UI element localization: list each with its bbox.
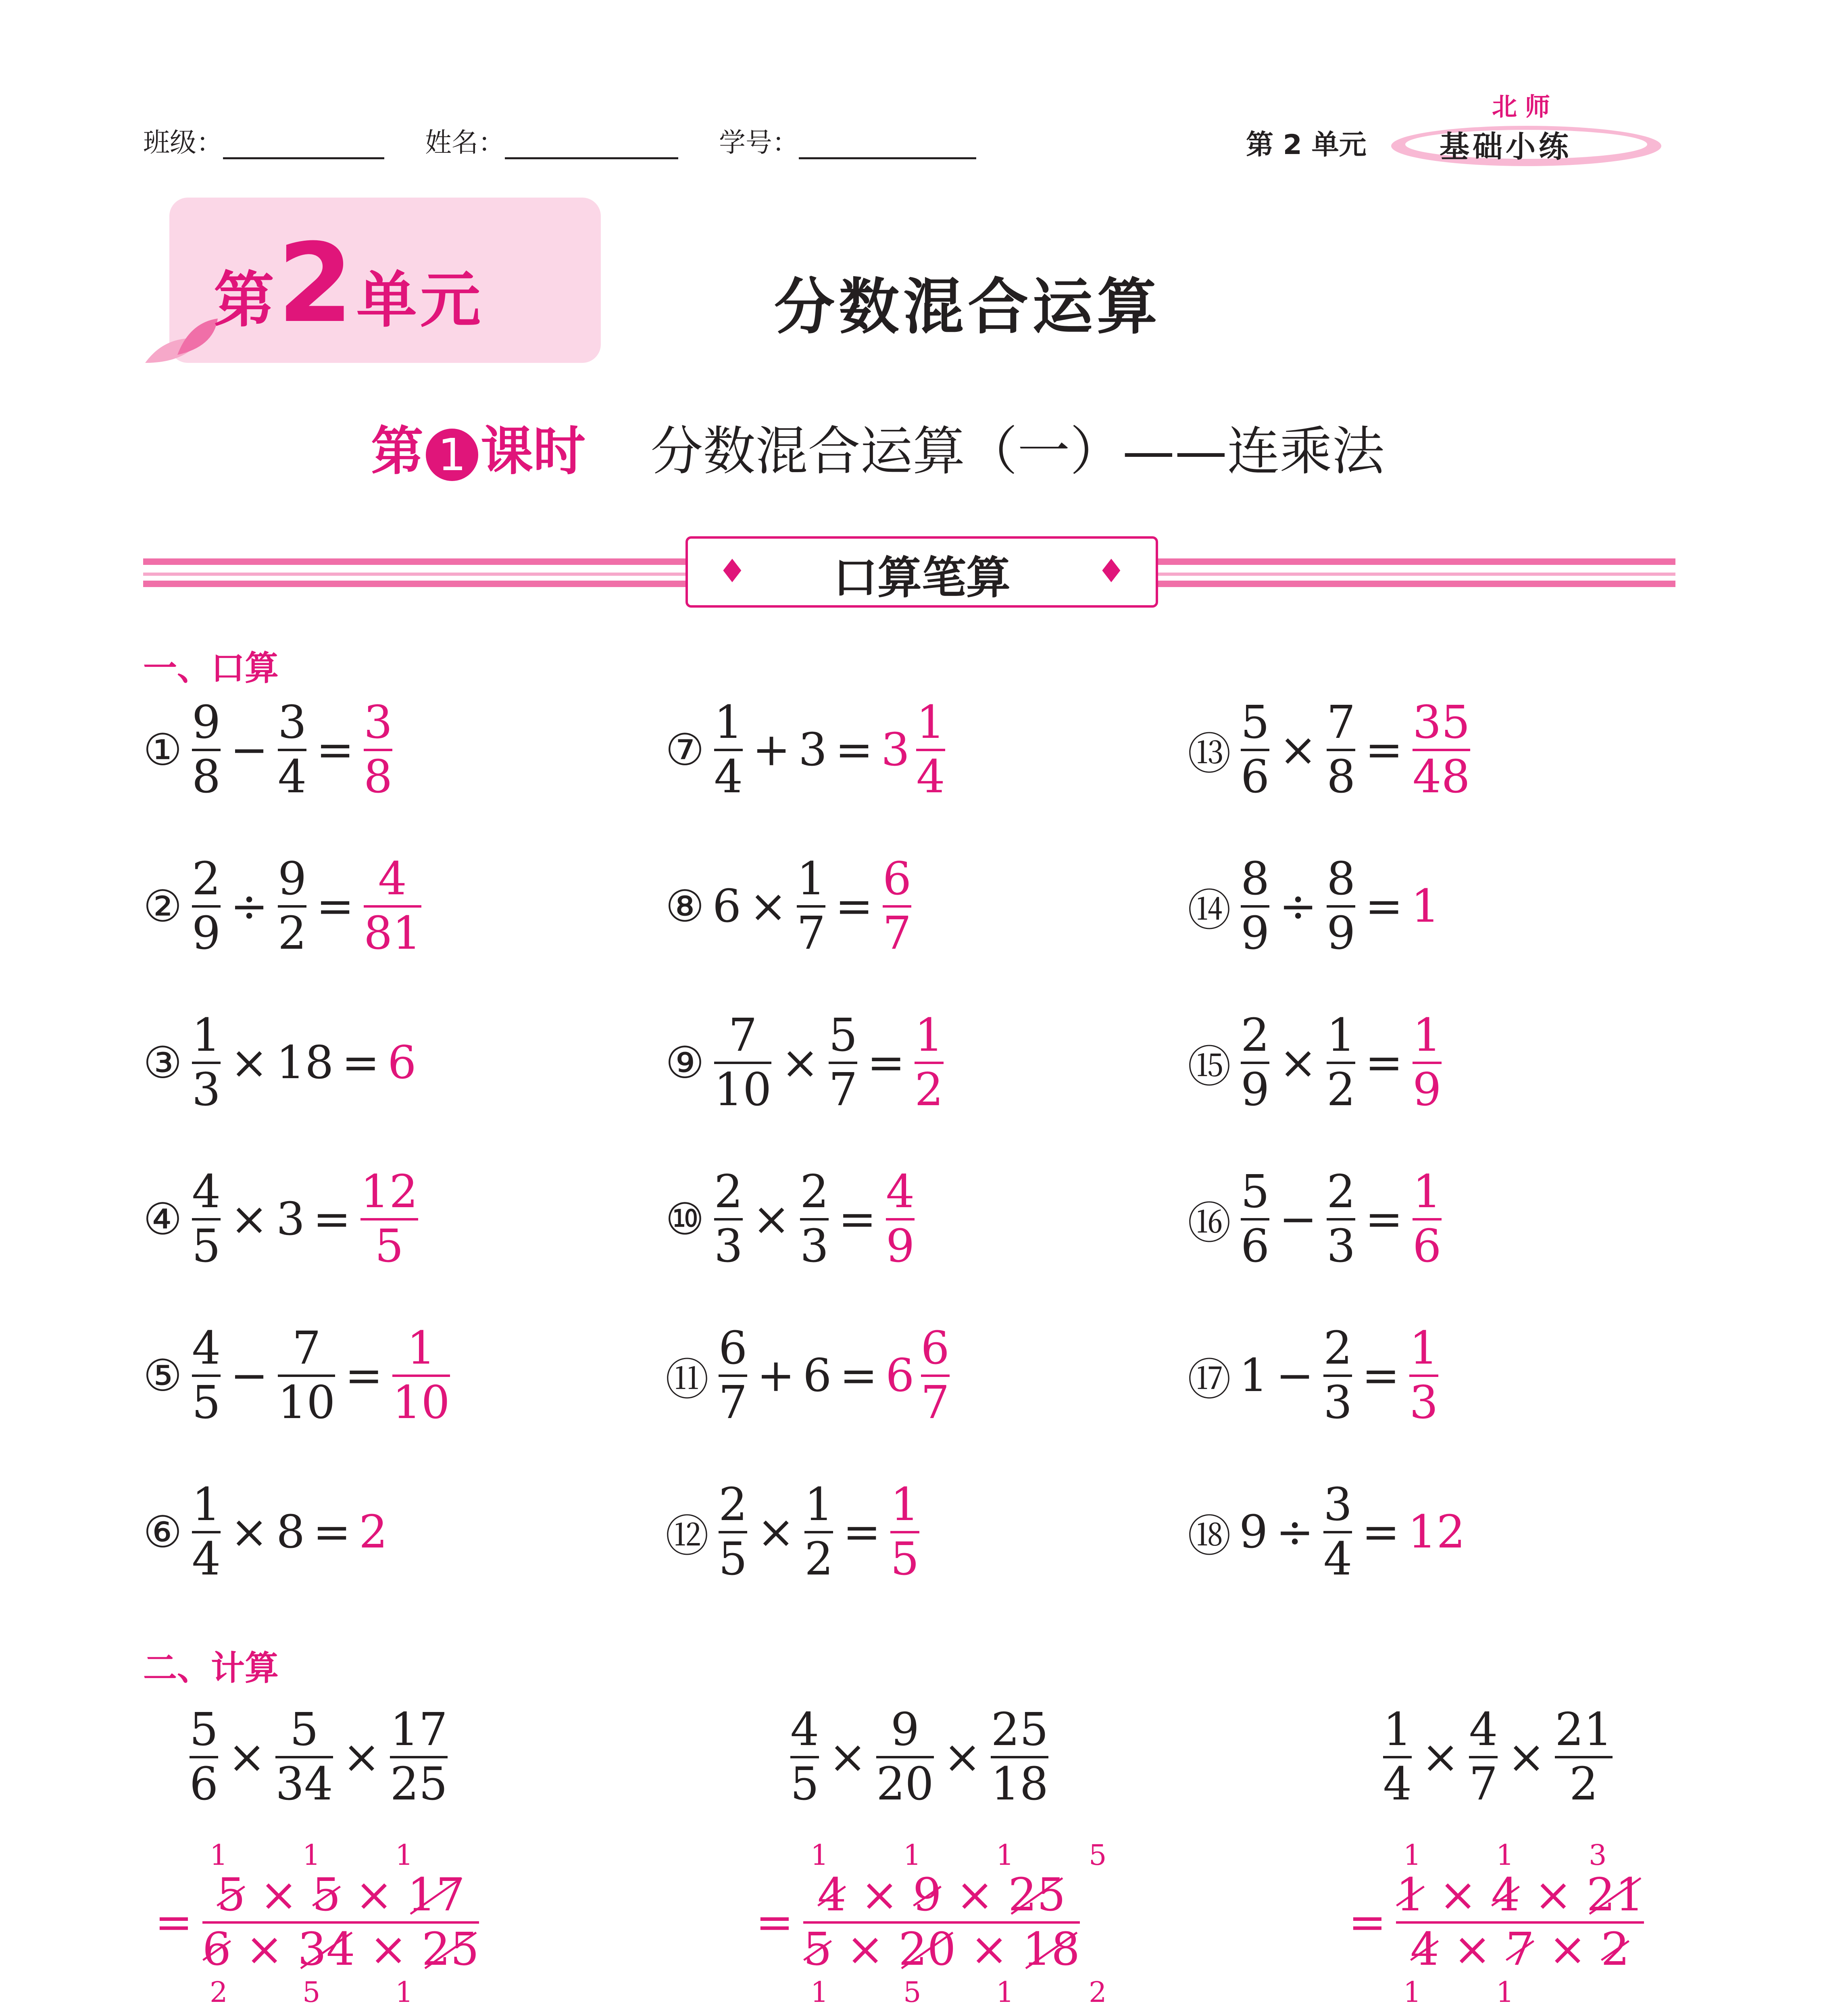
fraction: 1 2 — [1327, 1009, 1356, 1116]
cancel-result-bottom: 1 — [810, 1976, 829, 2009]
cancelled-factor: 21 — [1586, 1869, 1644, 1921]
student-info-row — [143, 121, 1008, 159]
cancel-result-top: 1 — [1496, 1839, 1514, 1872]
brand-publisher: 北师 — [1492, 92, 1558, 121]
mental-math-problem — [665, 846, 915, 967]
cancelled-factor: 5 — [803, 1923, 832, 1976]
cancelled-factor: 34 — [298, 1923, 355, 1976]
mental-math-problem — [143, 1159, 422, 1280]
mental-math-problem — [1188, 689, 1474, 810]
lesson-number-badge: 1 — [426, 429, 478, 481]
cancelled-factor: 9 — [913, 1869, 942, 1921]
cancel-result-bottom: 1 — [395, 1976, 413, 2009]
cancelled-factor: 1 — [1396, 1869, 1425, 1921]
lesson-title: 分数混合运算（一）——连乘法 — [650, 421, 1385, 482]
problem-number: ⑧ — [665, 881, 704, 932]
fraction: 3 4 — [1323, 1479, 1352, 1585]
fraction: 1 3 — [1409, 1322, 1438, 1429]
operator: ÷ — [1276, 1506, 1314, 1558]
fraction: 6 7 — [883, 853, 912, 960]
operator: × — [757, 1506, 795, 1558]
unit-tag: 第 2 单元 — [1246, 129, 1367, 161]
fraction: 6 7 — [719, 1322, 748, 1429]
number: 6 — [885, 1350, 915, 1402]
fraction: 1 7 — [796, 853, 826, 960]
number: 3 — [881, 724, 910, 776]
mental-math-problem — [1188, 846, 1442, 967]
cancelled-factor: 5 — [312, 1869, 341, 1921]
brand-name: 基础小练 — [1440, 129, 1572, 164]
fraction: 21 2 — [1555, 1704, 1613, 1810]
fraction: 8 9 — [1241, 853, 1270, 960]
answer — [356, 1168, 422, 1271]
problem-number: ⑮ — [1188, 1041, 1231, 1092]
problem-number: ⑥ — [143, 1507, 182, 1558]
fraction: 1 6 — [1413, 1166, 1442, 1272]
mental-math-problem — [665, 1472, 923, 1593]
operator: = — [840, 1350, 878, 1402]
fraction: 4 7 — [1469, 1704, 1498, 1810]
problem-number: ⑰ — [1188, 1354, 1231, 1405]
calc-expression — [1379, 1706, 1617, 1809]
fraction: 1 2 — [915, 1009, 944, 1116]
fraction: 7 10 — [714, 1009, 772, 1116]
combined-fraction: 4 × 9 × 25 5 × 20 × 18 — [803, 1869, 1080, 1976]
operator: × — [1507, 1731, 1546, 1783]
operator: = — [1348, 1896, 1386, 1949]
answer — [883, 1324, 954, 1427]
fraction: 2 5 — [719, 1479, 748, 1585]
operator: = — [838, 1193, 877, 1245]
operator: × — [230, 1193, 268, 1245]
operator: + — [757, 1350, 795, 1402]
fraction: 8 9 — [1327, 853, 1356, 960]
problem-number: ⑪ — [665, 1354, 709, 1405]
cancelled-factor: 6 — [202, 1923, 231, 1976]
section-title: 口算笔算 — [833, 552, 1011, 604]
answer — [1408, 698, 1474, 802]
number: 12 — [1408, 1506, 1465, 1558]
problem-number: ② — [143, 881, 182, 932]
operator: = — [1365, 724, 1403, 776]
fraction: 25 18 — [991, 1704, 1048, 1810]
part2-title: 二、计算 — [143, 1648, 279, 1688]
cancel-result-top: 1 — [903, 1839, 921, 1872]
class-field[interactable]: 班级： — [143, 121, 384, 159]
mental-math-problem — [1188, 1472, 1468, 1593]
mental-math-problem — [665, 1159, 919, 1280]
fraction: 1 4 — [916, 696, 945, 803]
diamond-icon: ♦ — [718, 552, 747, 590]
diamond-icon: ♦ — [1097, 552, 1126, 590]
cancel-result-top: 1 — [395, 1839, 413, 1872]
unit-title: 分数混合运算 — [774, 272, 1162, 342]
cancelled-factor: 5 — [217, 1869, 246, 1921]
operator: = — [155, 1896, 193, 1949]
fraction: 5 6 — [1241, 1166, 1270, 1272]
cancel-result-bottom: 5 — [903, 1976, 921, 2009]
operator: − — [230, 724, 268, 776]
fraction: 5 34 — [275, 1704, 333, 1810]
calc-step — [1343, 1871, 1648, 1974]
fraction: 9 8 — [192, 696, 221, 803]
fraction: 5 6 — [1241, 696, 1270, 803]
operator: × — [943, 1731, 981, 1783]
mental-math-problem — [1188, 1002, 1446, 1123]
number: 3 — [276, 1193, 305, 1245]
operator: × — [829, 1731, 867, 1783]
fraction: 1 2 — [804, 1479, 833, 1585]
calc-expression — [786, 1706, 1052, 1809]
cancel-result-top: 1 — [996, 1839, 1014, 1872]
cancelled-factor: 25 — [421, 1923, 479, 1976]
operator: = — [835, 724, 873, 776]
operator: = — [1365, 880, 1403, 933]
cancelled-factor: 4 — [1491, 1869, 1520, 1921]
fraction: 2 9 — [192, 853, 221, 960]
cancel-result-bottom: 1 — [1403, 1976, 1421, 2009]
fraction: 1 10 — [392, 1322, 450, 1429]
number: 9 — [1239, 1506, 1268, 1558]
answer — [910, 1011, 947, 1114]
number: 3 — [798, 724, 827, 776]
operator: = — [342, 1037, 380, 1089]
operator: × — [749, 880, 787, 933]
number: 2 — [359, 1506, 388, 1558]
fraction: 2 3 — [800, 1166, 829, 1272]
answer — [360, 698, 396, 802]
mental-math-problem — [143, 846, 425, 967]
problem-number: ⑩ — [665, 1194, 704, 1245]
mental-math-problem — [665, 1002, 948, 1123]
operator: = — [1362, 1350, 1400, 1402]
fraction: 6 7 — [921, 1322, 950, 1429]
fraction: 1 4 — [714, 696, 743, 803]
fraction: 35 48 — [1413, 696, 1470, 803]
operator: − — [1279, 1193, 1317, 1245]
problem-number: ⑱ — [1188, 1511, 1231, 1562]
answer — [879, 855, 915, 958]
number: 6 — [712, 880, 742, 933]
fraction: 5 6 — [190, 1704, 219, 1810]
answer — [882, 1168, 919, 1271]
number: 6 — [388, 1037, 417, 1089]
problem-number: ⑯ — [1188, 1198, 1231, 1249]
cancel-result-top: 1 — [302, 1839, 321, 1872]
cancelled-factor: 20 — [898, 1923, 956, 1976]
mental-math-problem — [143, 1315, 454, 1436]
operator: = — [843, 1506, 881, 1558]
cancel-result-bottom: 2 — [210, 1976, 228, 2009]
problem-number: ④ — [143, 1194, 182, 1245]
cancelled-factor: 25 — [1008, 1869, 1066, 1921]
calc-step — [750, 1871, 1084, 1974]
operator: = — [313, 1506, 351, 1558]
cancelled-factor: 4 — [817, 1869, 846, 1921]
fraction: 2 3 — [1323, 1322, 1352, 1429]
answer — [1408, 880, 1442, 933]
combined-fraction: 5 × 5 × 17 6 × 34 × 25 — [202, 1869, 479, 1976]
operator: = — [835, 880, 873, 933]
part1-title: 一、口算 — [143, 648, 279, 688]
answer — [879, 698, 949, 802]
operator: × — [342, 1731, 381, 1783]
operator: − — [1276, 1350, 1314, 1402]
problem-number: ① — [143, 725, 182, 775]
cancel-result-top: 1 — [810, 1839, 829, 1872]
fraction: 1 4 — [192, 1479, 221, 1585]
answer — [886, 1481, 923, 1584]
operator: = — [345, 1350, 383, 1402]
mental-math-problem — [143, 1002, 419, 1123]
leaf-icon — [141, 310, 222, 371]
cancel-result-top: 5 — [1089, 1839, 1107, 1872]
number: 1 — [1239, 1350, 1268, 1402]
operator: + — [752, 724, 790, 776]
answer — [1405, 1324, 1442, 1427]
fraction: 4 5 — [192, 1322, 221, 1429]
mental-math-problem — [143, 1472, 390, 1593]
operator: = — [867, 1037, 905, 1089]
problem-number: ⑭ — [1188, 885, 1231, 936]
operator: × — [1279, 1037, 1317, 1089]
fraction: 17 25 — [390, 1704, 448, 1810]
fraction: 7 8 — [1327, 696, 1356, 803]
mental-math-problem — [1188, 1159, 1446, 1280]
combined-fraction: 1 × 4 × 21 4 × 7 × 2 — [1396, 1869, 1644, 1976]
problem-number: ⑦ — [665, 725, 704, 775]
calc-expression — [185, 1706, 452, 1809]
operator: = — [1365, 1037, 1403, 1089]
cancel-result-bottom: 2 — [1089, 1976, 1107, 2009]
problem-number: ⑬ — [1188, 729, 1231, 779]
fraction: 1 5 — [890, 1479, 919, 1585]
fraction: 9 20 — [876, 1704, 934, 1810]
answer — [1405, 1506, 1468, 1558]
fraction: 12 5 — [360, 1166, 418, 1272]
problem-number: ⑫ — [665, 1511, 709, 1562]
operator: = — [313, 1193, 351, 1245]
problem-number: ③ — [143, 1037, 182, 1088]
student-number-field[interactable]: 学号： — [719, 121, 976, 159]
operator: × — [228, 1731, 266, 1783]
operator: = — [316, 724, 354, 776]
answer — [385, 1037, 419, 1089]
cancel-result-top: 1 — [1403, 1839, 1421, 1872]
operator: × — [781, 1037, 819, 1089]
answer — [360, 855, 425, 958]
answer — [356, 1506, 390, 1558]
cancelled-factor: 2 — [1601, 1923, 1630, 1976]
problem-number: ⑤ — [143, 1350, 182, 1401]
answer — [388, 1324, 454, 1427]
answer — [1408, 1168, 1445, 1271]
cancel-result-bottom: 1 — [1496, 1976, 1514, 2009]
fraction: 4 5 — [192, 1166, 221, 1272]
fraction: 2 3 — [714, 1166, 743, 1272]
fraction: 1 4 — [1383, 1704, 1412, 1810]
fraction: 1 3 — [192, 1009, 221, 1116]
operator: ÷ — [230, 880, 268, 933]
cancel-result-top: 1 — [210, 1839, 228, 1872]
operator: × — [1421, 1731, 1460, 1783]
mental-math-problem — [665, 689, 949, 810]
fraction: 3 8 — [364, 696, 393, 803]
cancelled-factor: 18 — [1022, 1923, 1080, 1976]
cancel-result-bottom: 1 — [996, 1976, 1014, 2009]
cancelled-factor: 17 — [407, 1869, 465, 1921]
cancelled-factor: 4 — [1410, 1923, 1439, 1976]
operator: = — [756, 1896, 794, 1949]
cancel-result-bottom: 5 — [302, 1976, 321, 2009]
number: 6 — [803, 1350, 832, 1402]
operator: × — [752, 1193, 790, 1245]
operator: ÷ — [1279, 880, 1317, 933]
fraction: 2 9 — [1241, 1009, 1270, 1116]
operator: × — [230, 1037, 268, 1089]
fraction: 4 5 — [790, 1704, 819, 1810]
mental-math-problem — [143, 689, 396, 810]
name-field[interactable]: 姓名： — [425, 121, 678, 159]
answer — [1408, 1011, 1445, 1114]
unit-badge-text: 第2单元 — [214, 220, 484, 347]
calc-step — [149, 1871, 483, 1974]
operator: × — [1279, 724, 1317, 776]
fraction: 7 10 — [277, 1322, 335, 1429]
fraction: 4 9 — [886, 1166, 915, 1272]
cancel-result-top: 3 — [1589, 1839, 1607, 1872]
fraction: 5 7 — [829, 1009, 858, 1116]
operator: = — [1362, 1506, 1400, 1558]
operator: × — [230, 1506, 268, 1558]
lesson-heading: 第 1 课时 分数混合运算（一）——连乘法 — [371, 421, 1385, 482]
operator: = — [1365, 1193, 1403, 1245]
fraction: 3 4 — [277, 696, 307, 803]
fraction: 9 2 — [277, 853, 307, 960]
mental-math-problem — [665, 1315, 954, 1436]
fraction: 4 81 — [364, 853, 421, 960]
number: 8 — [276, 1506, 305, 1558]
mental-math-problem — [1188, 1315, 1442, 1436]
problem-number: ⑨ — [665, 1037, 704, 1088]
number: 1 — [1411, 880, 1440, 933]
operator: = — [316, 880, 354, 933]
cancelled-factor: 7 — [1505, 1923, 1535, 1976]
operator: − — [230, 1350, 268, 1402]
fraction: 1 9 — [1413, 1009, 1442, 1116]
fraction: 2 3 — [1327, 1166, 1356, 1272]
number: 18 — [276, 1037, 334, 1089]
